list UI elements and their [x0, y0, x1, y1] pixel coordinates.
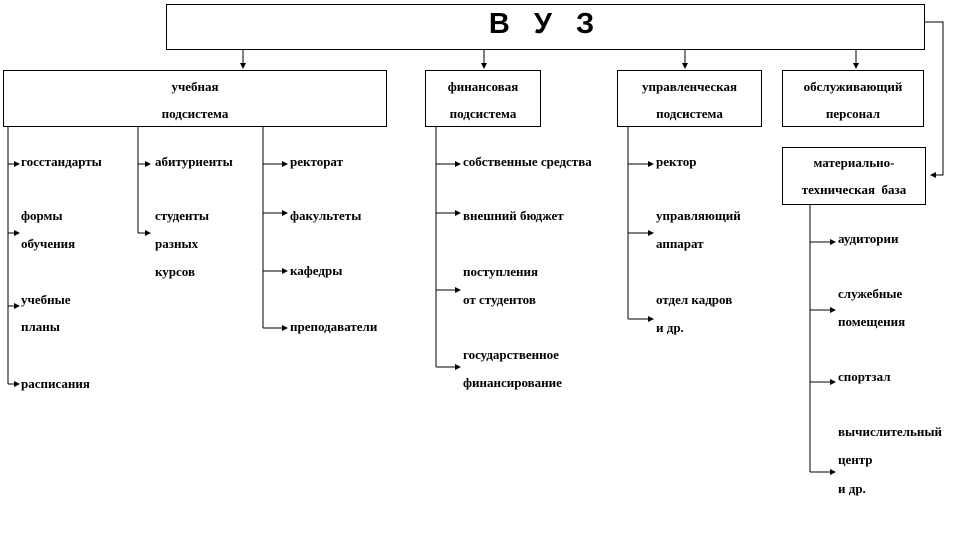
item-ot-studentov: от студентов — [463, 292, 536, 307]
staff-label-2: персонал — [825, 106, 881, 121]
financial-subsystem-label-2: подсистема — [449, 106, 517, 121]
material-base-label-2: техническая база — [801, 182, 907, 197]
item-vneshniy-budzhet: внешний бюджет — [463, 208, 564, 223]
management-subsystem-label-1: управленческая — [642, 79, 737, 94]
item-gosstandarty: госстандарты — [21, 154, 102, 169]
educational-subsystem-box — [3, 70, 387, 127]
item-raspisaniya: расписания — [21, 376, 90, 391]
item-auditorii: аудитории — [838, 231, 899, 246]
item-kursov: курсов — [155, 264, 196, 279]
financial-subsystem-label-1: финансовая — [447, 79, 519, 94]
item-sportzal: спортзал — [838, 369, 891, 384]
item-centr: центр — [838, 452, 873, 467]
educational-subsystem-label-1: учебная — [171, 79, 219, 94]
item-uchebnye: учебные — [21, 292, 71, 307]
item-apparat: аппарат — [656, 236, 704, 251]
management-subsystem-box — [617, 70, 762, 127]
material-base-box — [782, 147, 926, 205]
educational-subsystem-label-2: подсистема — [161, 106, 229, 121]
item-fakultety: факультеты — [290, 208, 362, 223]
staff-box — [782, 70, 924, 127]
item-raznyh: разных — [155, 236, 199, 251]
university-title: В У З — [488, 8, 603, 40]
management-subsystem-label-2: подсистема — [656, 106, 723, 121]
item-i-dr-material: и др. — [838, 481, 866, 496]
item-postupleniya: поступления — [463, 264, 539, 279]
university-box — [166, 4, 925, 50]
item-plany: планы — [21, 319, 60, 334]
item-vychislitelnyy: вычислительный — [838, 424, 942, 439]
financial-subsystem-box — [425, 70, 541, 127]
item-studenty: студенты — [155, 208, 210, 223]
item-prepodavateli: преподаватели — [290, 319, 378, 334]
material-base-label-1: материально- — [813, 155, 895, 170]
item-abiturienty: абитуриенты — [155, 154, 233, 169]
item-upravlyayushchiy: управляющий — [656, 208, 741, 223]
item-kafedry: кафедры — [290, 263, 343, 278]
item-i-dr-management: и др. — [656, 320, 684, 335]
staff-label-1: обслуживающий — [803, 79, 903, 94]
item-gosudarstvennoe: государственное — [463, 347, 559, 362]
item-obucheniya: обучения — [21, 236, 76, 251]
item-rektorat: ректорат — [290, 154, 343, 169]
item-pomeshcheniya: помещения — [838, 314, 906, 329]
item-rektor: ректор — [656, 154, 697, 169]
item-finansirovanie: финансирование — [463, 375, 562, 390]
item-sobstvennye: собственные средства — [463, 154, 592, 169]
item-formy: формы — [21, 208, 63, 223]
item-otdel-kadrov: отдел кадров — [656, 292, 733, 307]
item-sluzhebnye: служебные — [838, 286, 903, 301]
